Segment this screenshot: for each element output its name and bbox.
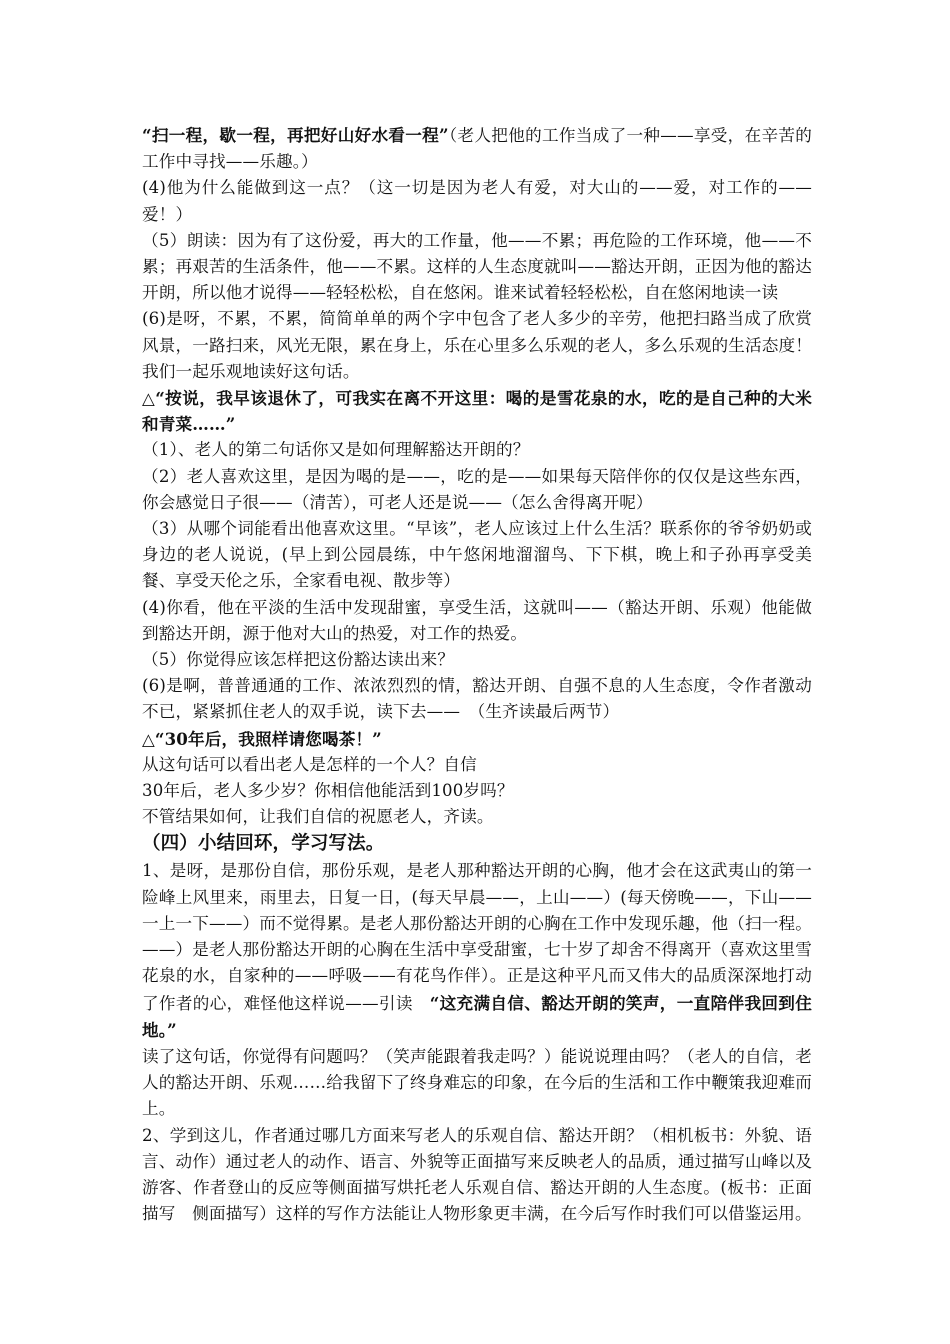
quote-heading: △“30年后，我照样请您喝茶！” xyxy=(142,728,382,749)
paragraph: (6)是呀，不累，不累，简简单单的两个字中包含了老人多少的辛劳，他把扫路当成了欣赏风景，一路扫来，风光无限，累在身上，乐在心里多么乐观的老人，多么乐观的生活态度！我们一起乐观地读好这句话。 xyxy=(142,309,812,381)
paragraph: 不管结果如何，让我们自信的祝愿老人，齐读。 xyxy=(142,807,494,827)
paragraph xyxy=(142,858,812,1043)
section-heading: （四）小结回环，学习写法。 xyxy=(142,833,385,855)
paragraph: (4)你看，他在平淡的生活中发现甜蜜，享受生活，这就叫——（豁达开朗、乐观）他能做到豁达开朗，源于他对大山的热爱，对工作的热爱。 xyxy=(142,597,812,643)
paragraph-text: 1、是呀，是那份自信，那份乐观，是老人那种豁达开朗的心胸，他才会在这武夷山的第一险峰上风里来，雨里去，日复一日，(每天早晨——，上山——）(每天傍晚——，下山——一上一下——）而不觉得累。是老人那份豁达开朗的心胸在工作中发现乐趣，他（扫一程。——）是老人那份豁达开朗的心胸在生活中享受甜蜜，七十岁了却舍不得离开（喜欢这里雪花泉的水，自家种的——呼吸——有花鸟作伴）。正是这种平凡而又伟大的品质深深地打动了作者的心，难怪他这样说——引读 xyxy=(142,861,812,1013)
paragraph: 2、学到这儿，作者通过哪几方面来写老人的乐观自信、豁达开朗？（相机板书：外貌、语言、动作）通过老人的动作、语言、外貌等正面描写来反映老人的品质，通过描写山峰以及游客、作者登山的反应等侧面描写烘托老人乐观自信、豁达开朗的人生态度。(板书：正面描写 侧面描写）这样的写作方法能让人物形象更丰满，在今后写作时我们可以借鉴运用。 xyxy=(142,1125,812,1224)
quote-heading: △“按说，我早该退休了，可我实在离不开这里：喝的是雪花泉的水，吃的是自己种的大米和青菜……” xyxy=(142,388,812,435)
paragraph: （2）老人喜欢这里，是因为喝的是——，吃的是——如果每天陪伴你的仅仅是这些东西，你会感觉日子很——（清苦），可老人还是说——（怎么舍得离开呢） xyxy=(142,466,812,512)
quote-bold: “这充满自信、豁达开朗的笑声，一直陪伴我回到住地。” xyxy=(142,992,812,1040)
paragraph: 读了这句话，你觉得有问题吗？（笑声能跟着我走吗？）能说说理由吗？（老人的自信，老人的豁达开朗、乐观……给我留下了终身难忘的印象，在今后的生活和工作中鞭策我迎难而上。 xyxy=(142,1046,812,1119)
document-body xyxy=(142,122,812,1227)
paragraph: (4)他为什么能做到这一点？（这一切是因为老人有爱，对大山的——爱，对工作的——爱！） xyxy=(142,178,812,224)
paragraph: （3）从哪个词能看出他喜欢这里。“早该”，老人应该过上什么生活？联系你的爷爷奶奶或身边的老人说说，(早上到公园晨练，中午悠闲地溜溜鸟、下下棋，晚上和子孙再享受美餐、享受天伦之乐，全家看电视、散步等） xyxy=(142,519,812,591)
paragraph xyxy=(142,122,812,175)
paragraph: （5）朗读：因为有了这份爱，再大的工作量，他——不累；再危险的工作环境，他——不累；再艰苦的生活条件，他——不累。这样的人生态度就叫——豁达开朗，正因为他的豁达开朗，所以他才说得——轻轻松松，自在悠闲。谁来试着轻轻松松，自在悠闲地读一读 xyxy=(142,230,812,303)
paragraph-text: （老人把他的工作当成了一种——享受，在辛苦的工作中寻找——乐趣。） xyxy=(142,126,812,172)
paragraph: （5）你觉得应该怎样把这份豁达读出来？ xyxy=(142,650,455,670)
paragraph: 从这句话可以看出老人是怎样的一个人？自信 xyxy=(142,754,477,774)
paragraph: (6)是啊，普普通通的工作、浓浓烈烈的情，豁达开朗、自强不息的人生态度，令作者激动不已，紧紧抓住老人的双手说，读下去—— （生齐读最后两节） xyxy=(142,676,812,722)
quote-bold: “扫一程，歇一程，再把好山好水看一程” xyxy=(142,125,449,145)
paragraph: （1）、老人的第二句话你又是如何理解豁达开朗的？ xyxy=(142,440,530,460)
paragraph: 30年后，老人多少岁？你相信他能活到100岁吗？ xyxy=(142,781,514,801)
